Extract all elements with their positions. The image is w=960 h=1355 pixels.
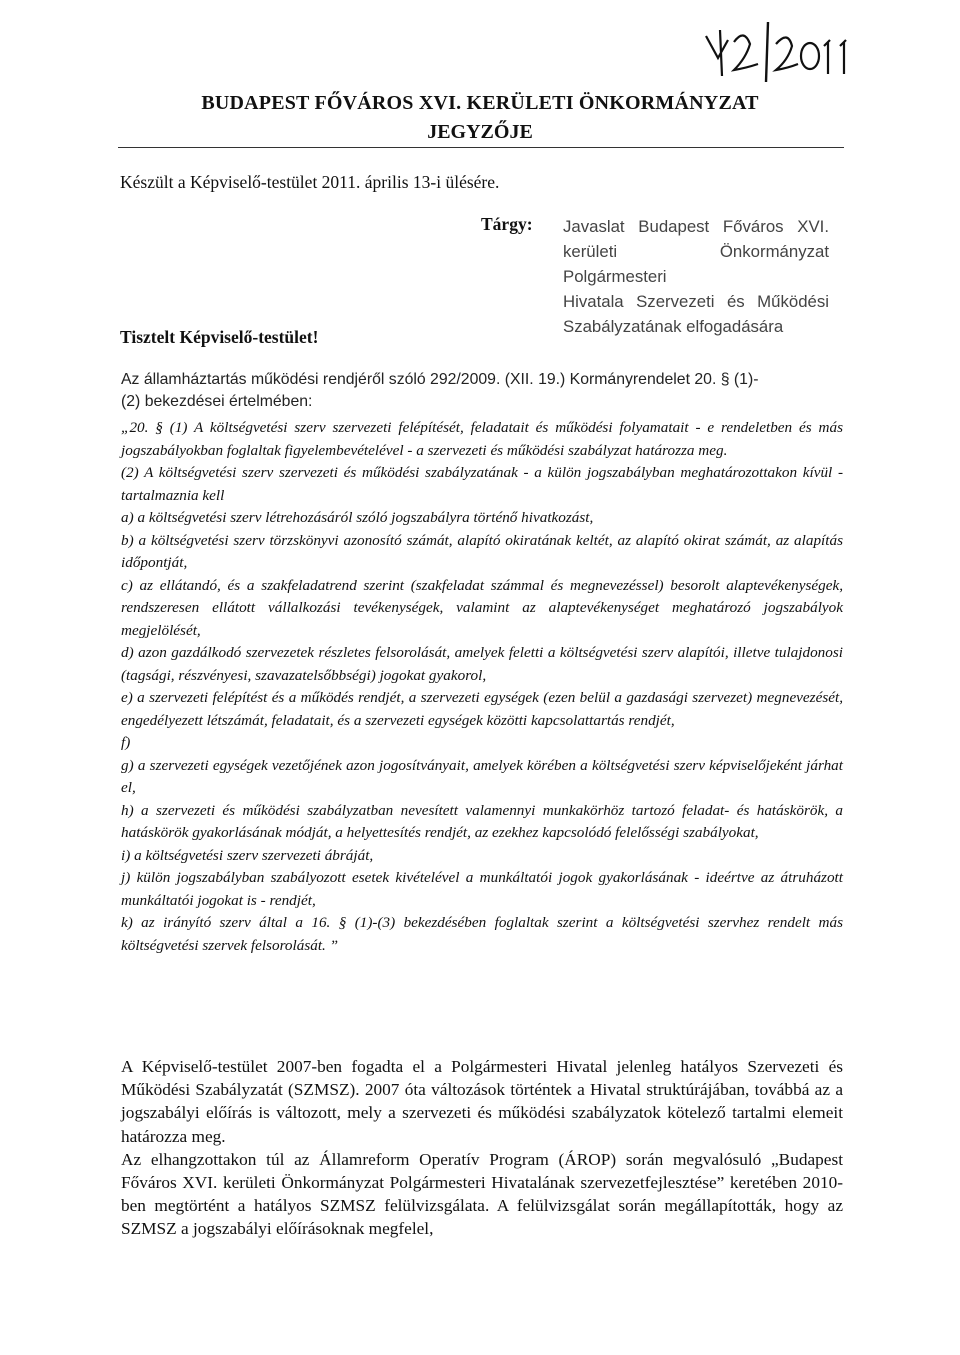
prepared-for-line: Készült a Képviselő-testület 2011. április 13-i ülésére. bbox=[120, 172, 500, 192]
quote-paragraph: „20. § (1) A költségvetési szerv szervezeti felépítését, feladatait és működési folyamatait - e rendeletben és más jogszabályokban foglaltak figyelembevételével - a szervezeti és működési szabályzat határozza meg. bbox=[121, 419, 843, 459]
body-text bbox=[121, 1055, 843, 1241]
subject-line: Szabályzatának elfogadására bbox=[563, 317, 784, 336]
body-paragraph: Az elhangzottakon túl az Államreform Operatív Program (ÁROP) során megvalósuló „Budapest Főváros XVI. kerületi Önkormányzat Polgármesteri Hivatalának szervezetfejlesztése” keretében 2010-ben megtörtént a hatályos SZMSZ felülvizsgálata. A felülvizsgálat során megállapították, hogy az SZMSZ a jogszabályi előírásoknak megfelel, bbox=[121, 1149, 843, 1239]
issuer-name: BUDAPEST FŐVÁROS XVI. KERÜLETI ÖNKORMÁNYZAT bbox=[201, 92, 759, 114]
subject-line: kerületi Önkormányzat Polgármesteri bbox=[563, 242, 829, 286]
quote-item-g: g) a szervezeti egységek vezetőjének azon jogosítványait, amelyek körében a költségvetési szerv képviselőjeként járhat el, bbox=[121, 756, 843, 796]
subject-line: Hivatala Szervezeti és Működési bbox=[563, 292, 829, 311]
quote-item-e: e) a szervezeti felépítést és a működés rendjét, a szervezeti egységek (ezen belül a gazdasági szervezet) megnevezését, engedélyezett létszámát, feladatait, és a szervezeti egységek közötti kapcsolattartás rendjét, bbox=[121, 689, 843, 729]
body-paragraph: A Képviselő-testület 2007-ben fogadta el a Polgármesteri Hivatal jelenleg hatályos Szervezeti és Működési Szabályzatát (SZMSZ). 2007 óta változások történtek a Hivatal struktúrájában, továbbá az a jogszabályi előírás is változott, mely a szervezeti és működési szabályzatok kötelező tartalmi elemeit határozza meg. bbox=[121, 1057, 843, 1146]
quote-item-b: b) a költségvetési szerv törzskönyvi azonosító számát, alapító okiratának keltét, az alapító okirat számát, az alapítás időpontját, bbox=[121, 531, 843, 571]
quote-paragraph: (2) A költségvetési szerv szervezeti és működési szabályzatának - a külön jogszabályban meghatározottakon kívül - tartalmaznia kell bbox=[121, 464, 843, 504]
subject-line: Javaslat Budapest Főváros XVI. bbox=[563, 217, 829, 236]
intro-line: Az államháztartás működési rendjéről szóló 292/2009. (XII. 19.) Kormányrendelet 20. § (1)- bbox=[121, 371, 759, 388]
intro-line: (2) bekezdései értelmében: bbox=[121, 393, 313, 410]
quote-item-k: k) az irányító szerv által a 16. § (1)-(3) bekezdésében foglaltak szerint a költségvetési szervhez rendelt más költségvetési szervek felsorolását. ” bbox=[121, 914, 843, 954]
quote-item-d: d) azon gazdálkodó szervezetek részletes felsorolását, amelyek feletti a költségvetési szerv alapítói, illetve tulajdonosi (tagsági, részvényesi, szavazatelsőbbségi) jogokat gyakorol, bbox=[121, 644, 843, 684]
handwritten-registration-number bbox=[696, 18, 856, 84]
quote-item-i: i) a költségvetési szerv szervezeti ábráját, bbox=[121, 846, 374, 864]
issuer-title: JEGYZŐJE bbox=[427, 121, 533, 143]
subject-label: Tárgy: bbox=[481, 214, 533, 234]
header-divider bbox=[118, 147, 844, 148]
subject-text bbox=[563, 214, 829, 339]
quote-item-c: c) az ellátandó, és a szakfeladatrend szerint (szakfeladat számmal és megnevezéssel) besorolt alaptevékenységek, rendszeresen ellátott vállalkozási tevékenységek, valamint az alaptevékenységet meghatározó jogszabályok megjelölését, bbox=[121, 576, 843, 639]
quote-item-h: h) a szervezeti és működési szabályzatban nevesített valamennyi munkakörhöz tartozó feladat- és hatáskörök, a hatáskörök gyakorlásának módját, a helyettesítés rendjét, az ezekhez kapcsolódó felelősségi szabályokat, bbox=[121, 801, 843, 841]
quoted-regulation bbox=[121, 417, 843, 957]
quote-item-j: j) külön jogszabályban szabályozott esetek kivételével a munkáltatói jogok gyakorlásának - ideértve az átruházott munkáltatói jogokat is - rendjét, bbox=[121, 869, 843, 909]
quote-item-a: a) a költségvetési szerv létrehozásáról szóló jogszabályra történő hivatkozást, bbox=[121, 509, 594, 526]
intro-text bbox=[121, 369, 843, 413]
salutation: Tisztelt Képviselő-testület! bbox=[120, 327, 319, 347]
quote-item-f: f) bbox=[121, 734, 131, 751]
